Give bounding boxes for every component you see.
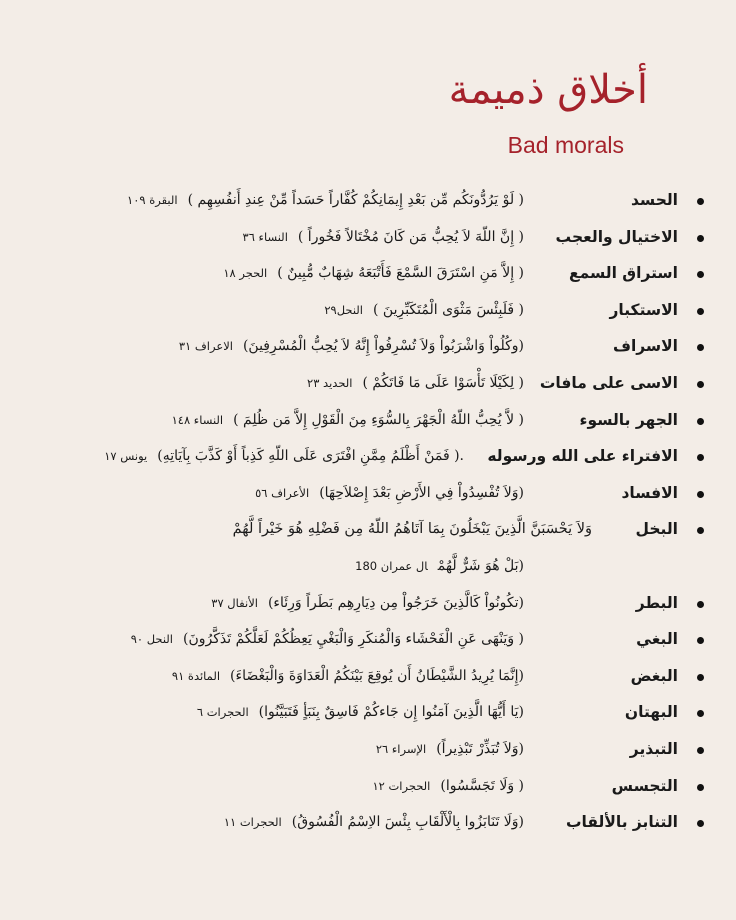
verse-text: ( إِنَّ اللّهَ لاَ يُحِبُّ مَن كَانَ مُخْتَالاً فَخُوراً )النساء ٣٦ [242, 228, 524, 245]
list-item [22, 591, 702, 628]
bullet-icon [697, 344, 704, 351]
verse-text: ( لاَّ يُحِبُّ اللّهُ الْجَهْرَ بِالسُّوَءِ مِنَ الْقَوْلِ إِلاَّ مَن ظُلِمَ )النساء ١٤٨ [171, 411, 524, 428]
list-item-continuation [22, 554, 702, 591]
verse-text: .( فَمَنْ أَظْلَمُ مِمَّنِ افْتَرَى عَلَى اللّهِ كَذِباً أَوْ كَذَّبَ بِآيَاتِهِ)يونس ١٧ [104, 448, 464, 465]
bullet-icon [697, 710, 704, 717]
term-label: الجهر بالسوء [579, 410, 678, 429]
list-item [22, 774, 702, 811]
bullet-icon [697, 674, 704, 681]
verse-reference: الأنفال ٣٧ [211, 595, 258, 610]
list-item [22, 408, 702, 445]
bullet-icon [697, 271, 704, 278]
list-item [22, 371, 702, 408]
verse-reference: يونس ١٧ [104, 449, 148, 464]
term-label: التبذير [629, 739, 678, 758]
verse-reference: الحديد ٢٣ [307, 375, 353, 390]
verse-reference: النحل ٩٠ [130, 632, 174, 647]
term-label: الافساد [621, 483, 678, 502]
verse-text: ( لِكَيْلَا تَأْسَوْا عَلَى مَا فَاتَكُمْ )الحديد ٢٣ [307, 374, 524, 391]
list-item [22, 481, 702, 518]
verse-reference: الحجرات ١٢ [372, 778, 431, 793]
verse-reference: ال عمران 180 [355, 558, 428, 573]
term-label: الاسى على مافات [539, 373, 678, 392]
term-label: استراق السمع [569, 264, 678, 283]
morals-list [22, 188, 702, 847]
list-item [22, 810, 702, 847]
term-label: الاستكبار [609, 300, 678, 319]
term-label: البغي [636, 630, 678, 649]
list-item [22, 627, 702, 664]
bullet-icon [697, 820, 704, 827]
verse-reference: الأعراف ٥٦ [255, 485, 310, 500]
verse-text: (وكُلُواْ وَاشْرَبُواْ وَلاَ تُسْرِفُواْ إِنَّهُ لاَ يُحِبُّ الْمُسْرِفِينَ)الاعراف ٣١ [178, 338, 524, 355]
bullet-icon [697, 235, 704, 242]
verse-text: (إِنَّمَا يُرِيدُ الشَّيْطَانُ أَن يُوقِعَ بَيْنَكُمُ الْعَدَاوَةَ وَالْبَغْضَاءَ)المائدة ٩١ [171, 667, 524, 684]
list-item [22, 261, 702, 298]
bullet-icon [697, 308, 704, 315]
verse-reference: النساء ٣٦ [242, 229, 288, 244]
verse-text: ( إِلاَّ مَنِ اسْتَرَقَ السَّمْعَ فَأَتْبَعَهُ شِهَابٌ مُّبِينٌ )الحجر ١٨ [223, 265, 524, 282]
bullet-icon [697, 198, 704, 205]
verse-text: (يَا أَيُّهَا الَّذِينَ آمَنُوا إِن جَاءكُمْ فَاسِقٌ بِنَبَأٍ فَتَبَيَّنُوا)الحجرات ٦ [196, 704, 524, 721]
bullet-icon [697, 454, 704, 461]
page-title-english: Bad morals [507, 132, 624, 158]
term-label: البغض [630, 666, 678, 685]
verse-text: ( لَوْ يَرُدُّونَكُم مِّن بَعْدِ إِيمَانِكُمْ كُفَّاراً حَسَداً مِّنْ عِندِ أَنفُسِهِم )البقرة ١٠٩ [127, 192, 524, 208]
verse-reference: المائدة ٩١ [171, 668, 221, 683]
bullet-icon [697, 601, 704, 608]
verse-reference: الحجرات ١١ [223, 815, 282, 830]
list-item [22, 188, 702, 225]
verse-reference: البقرة ١٠٩ [127, 193, 178, 207]
verse-reference: الحجر ١٨ [223, 266, 268, 281]
verse-reference: الإسراء ٢٦ [375, 741, 427, 756]
list-item [22, 664, 702, 701]
verse-reference: النساء ١٤٨ [171, 412, 224, 427]
term-label: البخل [635, 520, 678, 539]
term-label: الاختيال والعجب [555, 227, 678, 246]
list-item [22, 225, 702, 262]
verse-text: (وَلاَ تُفْسِدُواْ فِي الأَرْضِ بَعْدَ إِصْلاَحِهَا)الأعراف ٥٦ [255, 484, 524, 501]
term-label: الاسراف [612, 337, 678, 356]
term-label: الحسد [630, 191, 678, 209]
list-item [22, 517, 702, 554]
verse-text: (تكُونُواْ كَالَّذِينَ خَرَجُواْ مِن دِيَارِهِم بَطَراً وَرِئَاء)الأنفال ٣٧ [211, 594, 524, 611]
term-label: التجسس [611, 776, 678, 795]
list-item [22, 298, 702, 335]
verse-text: (وَلَا تَنَابَزُوا بِالْأَلْقَابِ بِئْسَ الاِسْمُ الْفُسُوقُ)الحجرات ١١ [223, 814, 524, 831]
bullet-icon [697, 637, 704, 644]
verse-text: وَلاَ يَحْسَبَنَّ الَّذِينَ يَبْخَلُونَ بِمَا آتَاهُمُ اللّهُ مِن فَضْلِهِ هُوَ خَيْراً لَّهُمْ [232, 521, 592, 538]
list-item [22, 444, 702, 481]
bullet-icon [697, 527, 704, 534]
bullet-icon [697, 418, 704, 425]
bullet-icon [697, 747, 704, 754]
verse-text: ( فَلَبِئْسَ مَثْوَى الْمُتَكَبِّرِينَ )النحل٢٩ [324, 301, 524, 318]
term-label: التنابز بالألقاب [565, 813, 678, 832]
verse-text: ( وَلَا تَجَسَّسُوا)الحجرات ١٢ [372, 777, 524, 794]
verse-reference: النحل٢٩ [324, 302, 364, 317]
verse-text: (وَلاَ تُبَذِّرْ تَبْذِيراً)الإسراء ٢٦ [375, 740, 524, 757]
page-title-arabic: أخلاق ذميمة [448, 67, 648, 113]
bullet-icon [697, 784, 704, 791]
bullet-icon [697, 491, 704, 498]
verse-reference: الحجرات ٦ [196, 705, 249, 720]
list-item [22, 737, 702, 774]
verse-text: (بَلْ هُوَ شَرٌّ لَّهُمْال عمران 180 [355, 557, 524, 574]
term-label: البطر [635, 593, 678, 612]
list-item [22, 700, 702, 737]
verse-text: ( وَيَنْهَى عَنِ الْفَحْشَاء وَالْمُنكَرِ وَالْبَغْيِ يَعِظُكُمْ لَعَلَّكُمْ تَذَكَّرُونَ)النحل ٩٠ [130, 631, 524, 648]
list-item [22, 334, 702, 371]
verse-reference: الاعراف ٣١ [178, 339, 233, 354]
term-label: البهتان [624, 703, 678, 722]
bullet-icon [697, 381, 704, 388]
term-label: الافتراء على الله ورسوله [487, 447, 678, 466]
